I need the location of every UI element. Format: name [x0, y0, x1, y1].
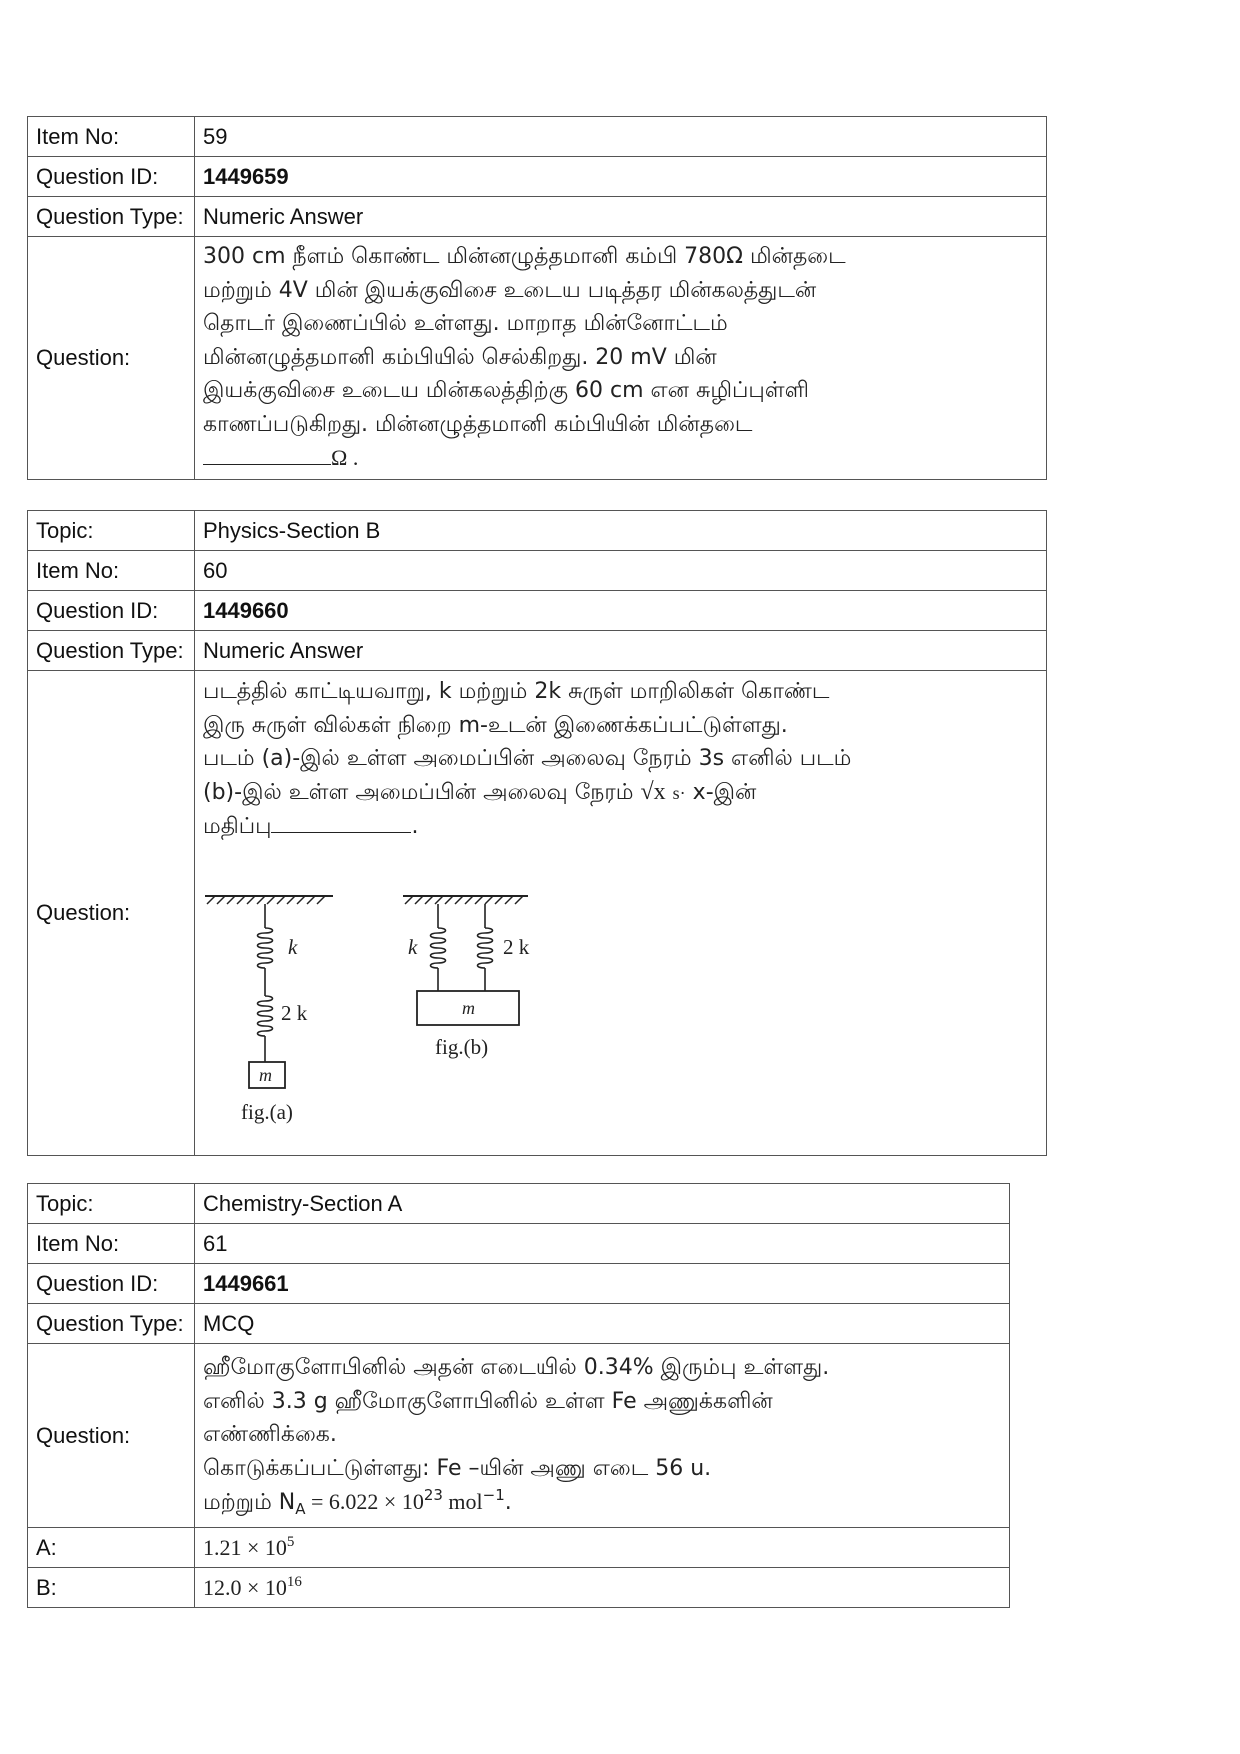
- question-id-label: Question ID:: [28, 1264, 195, 1304]
- question-line: கொடுக்கப்பட்டுள்ளது: Fe –யின் அணு எடை 56 u.: [203, 1455, 712, 1481]
- option-b-exponent: 16: [286, 1573, 302, 1590]
- sqrt-x: √x: [640, 778, 666, 805]
- question-id-label: Question ID:: [28, 157, 195, 197]
- spring-k-b: [431, 904, 446, 991]
- question-label: Question:: [28, 1344, 195, 1528]
- spring-2k-b: [478, 904, 493, 991]
- question-label: Question:: [28, 237, 195, 480]
- option-a-value: [195, 1528, 1010, 1568]
- label-m-b: m: [462, 997, 475, 1018]
- superscript: −1: [482, 1486, 505, 1505]
- question-id-label: Question ID:: [28, 591, 195, 631]
- item-no-label: Item No:: [28, 117, 195, 157]
- answer-blank: [271, 810, 411, 833]
- ceiling-hatch-a: [207, 896, 325, 904]
- question-line: காணப்படுகிறது. மின்னழுத்தமானி கம்பியின் மின்தடை: [203, 411, 753, 437]
- option-a-base: 1.21 × 10: [203, 1534, 287, 1560]
- caption-a: fig.(a): [241, 1099, 293, 1124]
- question-line: இரு சுருள் வில்கள் நிறை m-உடன் இணைக்கப்பட்டுள்ளது.: [203, 712, 788, 738]
- question-table-59: [27, 116, 1047, 480]
- item-no-value: 61: [195, 1224, 1010, 1264]
- question-type-label: Question Type:: [28, 197, 195, 237]
- topic-value: Physics-Section B: [195, 511, 1047, 551]
- question-type-label: Question Type:: [28, 631, 195, 671]
- topic-label: Topic:: [28, 1184, 195, 1224]
- question-type-label: Question Type:: [28, 1304, 195, 1344]
- question-line: மின்னழுத்தமானி கம்பியில் செல்கிறது. 20 mV மின்: [203, 344, 717, 370]
- question-type-value: Numeric Answer: [195, 631, 1047, 671]
- label-k-b: k: [408, 934, 418, 959]
- superscript: 23: [423, 1486, 443, 1505]
- question-line-part: .: [411, 814, 419, 839]
- spring-k-a: [258, 904, 273, 996]
- question-label: Question:: [28, 671, 195, 1156]
- spring-2k-a: [258, 996, 273, 1062]
- question-table-60: [27, 510, 1047, 1156]
- question-text: [195, 1344, 1010, 1528]
- answer-blank: [203, 442, 331, 465]
- label-k-a: k: [288, 934, 298, 959]
- option-b-base: 12.0 × 10: [203, 1574, 287, 1600]
- label-2k-a: 2 k: [281, 1000, 308, 1025]
- question-line: [203, 776, 1046, 811]
- question-type-value: MCQ: [195, 1304, 1010, 1344]
- option-b-value: [195, 1568, 1010, 1608]
- question-line: [203, 441, 1046, 476]
- question-line-part: மதிப்பு: [203, 814, 272, 839]
- caption-b: fig.(b): [435, 1034, 489, 1059]
- question-line: இயக்குவிசை உடைய மின்கலத்திற்கு 60 cm என சுழிப்புள்ளி: [203, 378, 809, 404]
- question-line-part: x-இன்: [692, 779, 757, 805]
- option-b-label: B:: [28, 1568, 195, 1608]
- label-2k-b: 2 k: [503, 934, 530, 959]
- question-line: மற்றும் 4V மின் இயக்குவிசை உடைய படித்தர மின்கலத்துடன்: [203, 277, 817, 303]
- topic-label: Topic:: [28, 511, 195, 551]
- question-text: [195, 237, 1047, 480]
- item-no-label: Item No:: [28, 551, 195, 591]
- question-line: எண்ணிக்கை.: [203, 1422, 337, 1448]
- item-no-label: Item No:: [28, 1224, 195, 1264]
- question-line-part: .: [504, 1490, 512, 1516]
- label-m-a: m: [259, 1064, 272, 1085]
- question-line: தொடர் இணைப்பில் உள்ளது. மாறாத மின்னோட்டம்: [203, 311, 728, 337]
- question-line-part: = 6.022 × 10: [305, 1489, 424, 1515]
- question-line: 300 cm நீளம் கொண்ட மின்னழுத்தமானி கம்பி 780Ω மின்தடை: [203, 244, 846, 270]
- topic-value: Chemistry-Section A: [195, 1184, 1010, 1224]
- unit-s: s·: [672, 782, 686, 803]
- unit-text: Ω .: [331, 445, 359, 471]
- question-line: ஹீமோகுளோபினில் அதன் எடையில் 0.34% இரும்பு உள்ளது.: [203, 1355, 830, 1381]
- question-type-value: Numeric Answer: [195, 197, 1047, 237]
- question-table-61: [27, 1183, 1010, 1608]
- question-line-part: மற்றும் N: [203, 1490, 296, 1516]
- question-line: எனில் 3.3 g ஹீமோகுளோபினில் உள்ள Fe அணுக்களின்: [203, 1388, 773, 1414]
- item-no-value: 60: [195, 551, 1047, 591]
- question-line: படம் (a)-இல் உள்ள அமைப்பின் அலைவு நேரம் 3s எனில் படம்: [203, 746, 852, 771]
- question-id-value: 1449660: [195, 591, 1047, 631]
- question-line-part: mol: [442, 1489, 483, 1515]
- question-text: [195, 671, 1047, 1156]
- question-id-value: 1449659: [195, 157, 1047, 197]
- option-a-label: A:: [28, 1528, 195, 1568]
- subscript: A: [295, 1500, 306, 1519]
- question-line: [203, 810, 1046, 844]
- question-line: [203, 1485, 1009, 1520]
- spring-mass-figure: [203, 886, 563, 1141]
- ceiling-hatch-b: [405, 896, 523, 904]
- question-line: படத்தில் காட்டியவாறு, k மற்றும் 2k சுருள் மாறிலிகள் கொண்ட: [203, 679, 830, 704]
- question-id-value: 1449661: [195, 1264, 1010, 1304]
- question-line-part: (b)-இல் உள்ள அமைப்பின் அலைவு நேரம்: [203, 779, 634, 805]
- item-no-value: 59: [195, 117, 1047, 157]
- option-a-exponent: 5: [286, 1533, 295, 1550]
